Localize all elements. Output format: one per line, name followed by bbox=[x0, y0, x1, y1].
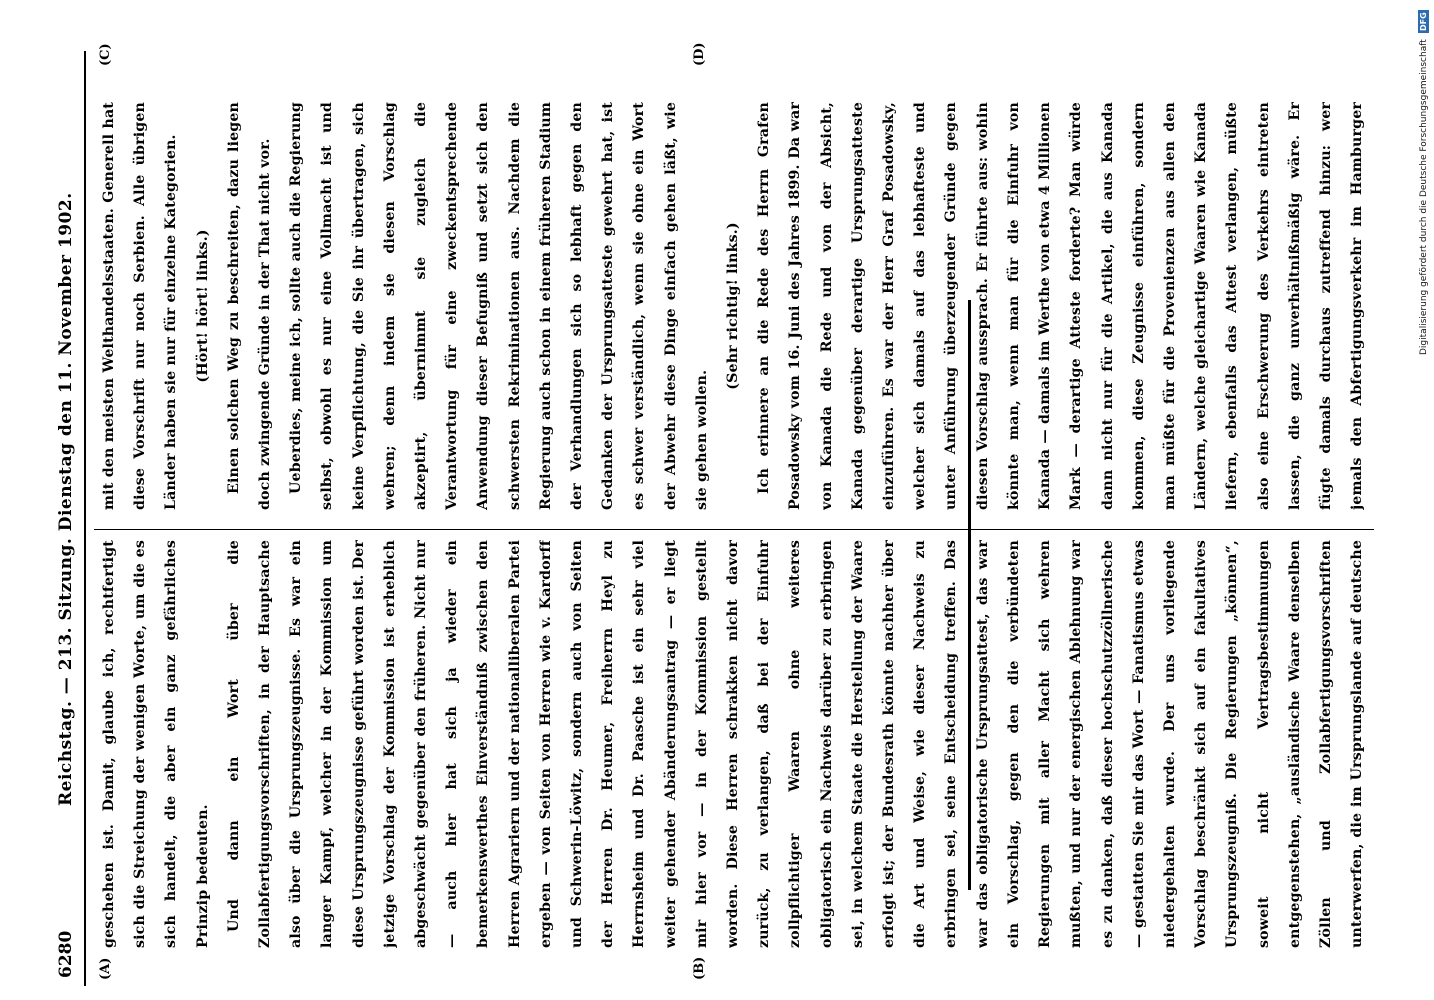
dfg-logo-badge: DFG bbox=[1419, 12, 1428, 31]
running-title: Reichstag. — 213. Sitzung. Dienstag den 11. November 1902. bbox=[56, 192, 76, 806]
digitization-credit bbox=[1418, 10, 1429, 970]
left-text-column bbox=[94, 540, 1379, 948]
margin-marker-c: (C) bbox=[98, 43, 113, 66]
page-number: 6280 bbox=[56, 930, 76, 978]
right-text-column bbox=[94, 102, 1379, 510]
paragraph: mit den meisten Welthandelsstaaten. Generell hat diese Vorschrift nur noch Serbien. Alle übrigen Länder haben sie nur für einzelne Kategorien. bbox=[101, 102, 180, 510]
paragraph: Einen solchen Weg zu beschreiten, dazu liegen doch zwingende Gründe in der That nicht vor. bbox=[225, 102, 274, 510]
margin-marker-a: (A) bbox=[98, 957, 113, 980]
header-rule bbox=[84, 51, 86, 986]
margin-marker-b: (B) bbox=[692, 956, 707, 980]
paragraph: Ich erinnere an die Rede des Herrn Grafen Posadowsky vom 16. Juni des Jahres 1899. Da war von Kanada die Rede und von der Absicht, Kanada gegenüber derartige Ursprungsatteste einzuführen. Es war der Herr Graf Posadowsky, welcher sich damals auf das lebhafteste und unter Anführung überzeugender Gründe gegen diesen Vorschlag aussprach. Er führte aus: wohin könnte man, wenn man für die Einfuhr von Kanada — damals im Werthe von etwa 4 Millionen Mark — derartige Atteste forderte? Man würde dann nicht nur für die Artikel, die aus Kanada kommen, diese Zeugnisse einführen, sondern man müßte für die Provenienzen aus allen den Ländern, welche gleichartige Waaren wie Kanada liefern, ebenfalls das Attest verlangen, müßte also eine Erschwerung des Verkehrs eintreten lassen, die ganz unverhältnißmäßig wäre. Er fügte damals durchaus zutreffend hinzu: wer jemals den Abfertigungsverkehr im Hamburger bbox=[756, 102, 1366, 510]
page-edge-rule bbox=[968, 300, 971, 890]
paragraph: geschehen ist. Damit, glaube ich, rechtfertigt sich die Streichung der wenigen Worte, um die es sich handelt, die aber ein ganz gefährliches Prinzip bedeuten. bbox=[101, 540, 211, 948]
page-header bbox=[52, 51, 82, 986]
credit-text: Digitalisierung gefördert durch die Deutsche Forschungsgemeinschaft bbox=[1419, 39, 1429, 356]
stage-direction: (Sehr richtig! links.) bbox=[725, 222, 742, 390]
stage-direction: (Hört! hört! links.) bbox=[194, 229, 211, 383]
paragraph: Ueberdies, meine ich, sollte auch die Regierung selbst, obwohl es nur eine Vollmacht ist und keine Verpflichtung, die Sie ihr übertragen, sich wehren; denn indem sie diesen Vorschlag akzeptirt, übernimmt sie zugleich die Verantwortung für eine zweckentsprechende Anwendung dieser Befugniß und setzt sich den schwersten Rekriminationen aus. Nachdem die Regierung auch schon in einem früheren Stadium der Verhandlungen sich so lebhaft gegen den Gedanken der Ursprungsatteste gewehrt hat, ist es schwer verständlich, wenn sie ohne ein Wort der Abwehr diese Dinge einfach gehen läßt, wie sie gehen wollen. bbox=[288, 102, 710, 510]
column-divider bbox=[94, 529, 1374, 530]
margin-marker-d: (D) bbox=[692, 42, 707, 66]
paragraph: Und dann ein Wort über die Zollabfertigungsvorschriften, in der Hauptsache also über die Ursprungszeugnisse. Es war ein langer Kampf, welcher in der Kommission um diese Ursprungszeugnisse geführt worden ist. Der jetzige Vorschlag der Kommission ist erheblich abgeschwächt gegenüber den früheren. Nicht nur — auch hier hat sich ja wieder ein bemerkenswerthes Einverständniß zwischen den Herren Agrariern und der nationalliberalen Partei ergeben — von Seiten von Herren wie v. Kardorff und Schwerin-Löwitz, sondern auch von Seiten der Herren Dr. Heumer, Freiherrn Heyl zu Herrnsheim und Dr. Paasche ist ein sehr viel weiter gehender Abänderungsantrag — er liegt mir hier vor — in der Kommission gestellt worden. Diese Herren schrakken nicht davor zurück, zu verlangen, daß bei der Einfuhr zollpflichtiger Waaren ohne weiteres obligatorisch ein Nachweis darüber zu erbringen sei, in welchem Staate die Herstellung der Waare erfolgt ist; der Bundesrath könnte nachher über die Art und Weise, wie dieser Nachweis zu erbringen sei, seine Entscheidung treffen. Das war das obligatorische Ursprungsattest, das war ein Vorschlag, gegen den die verbündeten Regierungen mit aller Macht sich wehren mußten, und nur der energischen Ablehnung war es zu danken, daß dieser hochschutzzöllnerische — gestatten Sie mir das Wort — Fanatismus etwas niedergehalten wurde. Der uns vorliegende Vorschlag beschränkt sich auf ein fakultatives Ursprungszeugniß. Die Regierungen „können“, soweit nicht Vertragsbestimmungen entgegenstehen, „ausländische Waare denselben Zöllen und Zollabfertigungsvorschriften unterwerfen, die im Ursprungslande auf deutsche bbox=[225, 540, 1366, 948]
rotated-page-content bbox=[52, 26, 1392, 986]
